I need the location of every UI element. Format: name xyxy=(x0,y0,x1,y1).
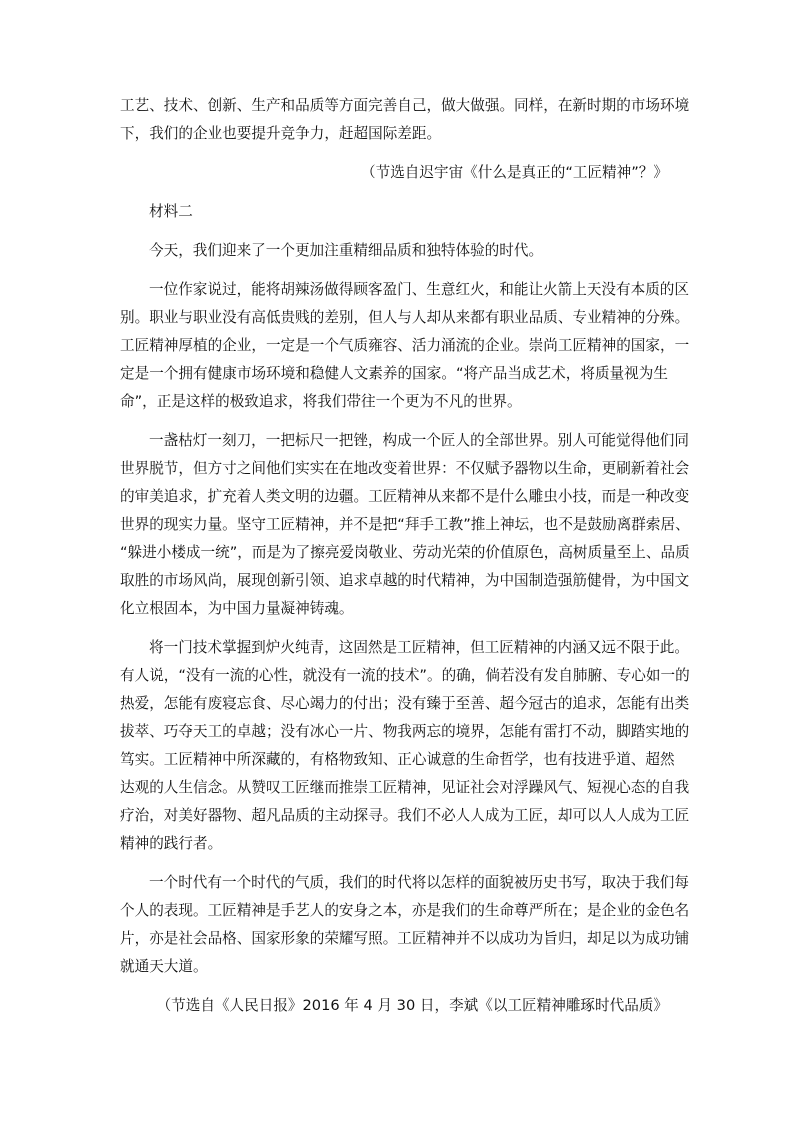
text-line: 命”，正是这样的极致追求，将我们带往一个更为不凡的世界。 xyxy=(120,393,522,410)
text-line: 精神的践行者。 xyxy=(120,835,223,852)
text-line: 拔萃、巧夺天工的卓越；没有冰心一片、物我两忘的境界，怎能有雷打不动，脚踏实地的 xyxy=(120,723,690,740)
text-line: “躲进小楼成一统”，而是为了擦亮爱岗敬业、劳动光荣的价值原色，高树质量至上、品质 xyxy=(120,544,690,561)
text-line: 个人的表现。工匠精神是手艺人的安身之本，亦是我们的生命尊严所在；是企业的金色名 xyxy=(120,902,690,919)
text-line: 工艺、技术、创新、生产和品质等方面完善自己，做大做强。同样，在新时期的市场环境 xyxy=(120,97,690,114)
text-line: 笃实。工匠精神中所深藏的，有格物致知、正心诚意的生命哲学，也有技进乎道、超然 xyxy=(120,751,675,768)
document-body xyxy=(120,92,690,1020)
text-line: 有人说，“没有一流的心性，就没有一流的技术”。的确，倘若没有发自肺腑、专心如一的 xyxy=(120,667,690,684)
text-line: 今天，我们迎来了一个更加注重精细品质和独特体验的时代。 xyxy=(149,242,544,259)
text-line: 热爱，怎能有废寝忘食、尽心竭力的付出；没有臻于至善、超今冠古的追求，怎能有出类 xyxy=(120,695,690,712)
text-line: 定是一个拥有健康市场环境和稳健人文素养的国家。“将产品当成艺术，将质量视为生 xyxy=(120,365,668,382)
text-line: 疗治，对美好器物、超凡品质的主动探寻。我们不必人人成为工匠，却可以人人成为工匠 xyxy=(120,807,690,824)
text-line: 别。职业与职业没有高低贵贱的差别，但人与人却从来都有职业品质、专业精神的分殊。 xyxy=(120,309,690,326)
paragraph xyxy=(120,276,690,416)
text-line: 下，我们的企业也要提升竞争力，赶超国际差距。 xyxy=(120,125,442,142)
text-line: 的审美追求，扩充着人类文明的边疆。工匠精神从来都不是什么雕虫小技，而是一种改变 xyxy=(120,488,690,505)
paragraph xyxy=(120,634,690,858)
paragraph xyxy=(120,427,690,623)
source-citation: （节选自迟宇宙《什么是真正的“工匠精神”？》 xyxy=(361,164,668,181)
material-heading: 材料二 xyxy=(149,203,193,220)
text-line: 世界的现实力量。坚守工匠精神，并不是把“拜手工教”推上神坛，也不是鼓励离群索居、 xyxy=(120,516,690,533)
text-line: 达观的人生信念。从赞叹工匠继而推崇工匠精神，见证社会对浮躁风气、短视心态的自我 xyxy=(120,779,690,796)
paragraph xyxy=(120,237,668,265)
text-line: 一个时代有一个时代的气质，我们的时代将以怎样的面貌被历史书写，取决于我们每 xyxy=(149,874,689,891)
text-line: 取胜的市场风尚，展现创新引领、追求卓越的时代精神，为中国制造强筋健骨，为中国文 xyxy=(120,572,690,589)
text-line: 将一门技术掌握到炉火纯青，这固然是工匠精神，但工匠精神的内涵又远不限于此。 xyxy=(149,639,689,656)
text-line: 化立根固本，为中国力量凝神铸魂。 xyxy=(120,600,354,617)
text-line: 一盏枯灯一刻刀，一把标尺一把锉，构成一个匠人的全部世界。别人可能觉得他们同 xyxy=(149,432,689,449)
text-line: 片，亦是社会品格、国家形象的荣耀写照。工匠精神并不以成功为旨归，却足以为成功铺 xyxy=(120,930,690,947)
text-line: 就通天大道。 xyxy=(120,958,208,975)
paragraph xyxy=(120,869,690,981)
text-line: 世界脱节，但方寸之间他们实实在在地改变着世界：不仅赋予器物以生命，更刷新着社会 xyxy=(120,460,690,477)
text-line: 一位作家说过，能将胡辣汤做得顾客盈门、生意红火，和能让火箭上天没有本质的区 xyxy=(149,281,689,298)
paragraph-intro xyxy=(120,92,690,148)
text-line: 工匠精神厚植的企业，一定是一个气质雍容、活力涌流的企业。崇尚工匠精神的国家，一 xyxy=(120,337,690,354)
source-citation: （节选自《人民日报》2016 年 4 月 30 日，李斌《以工匠精神雕琢时代品质》 xyxy=(156,997,668,1014)
